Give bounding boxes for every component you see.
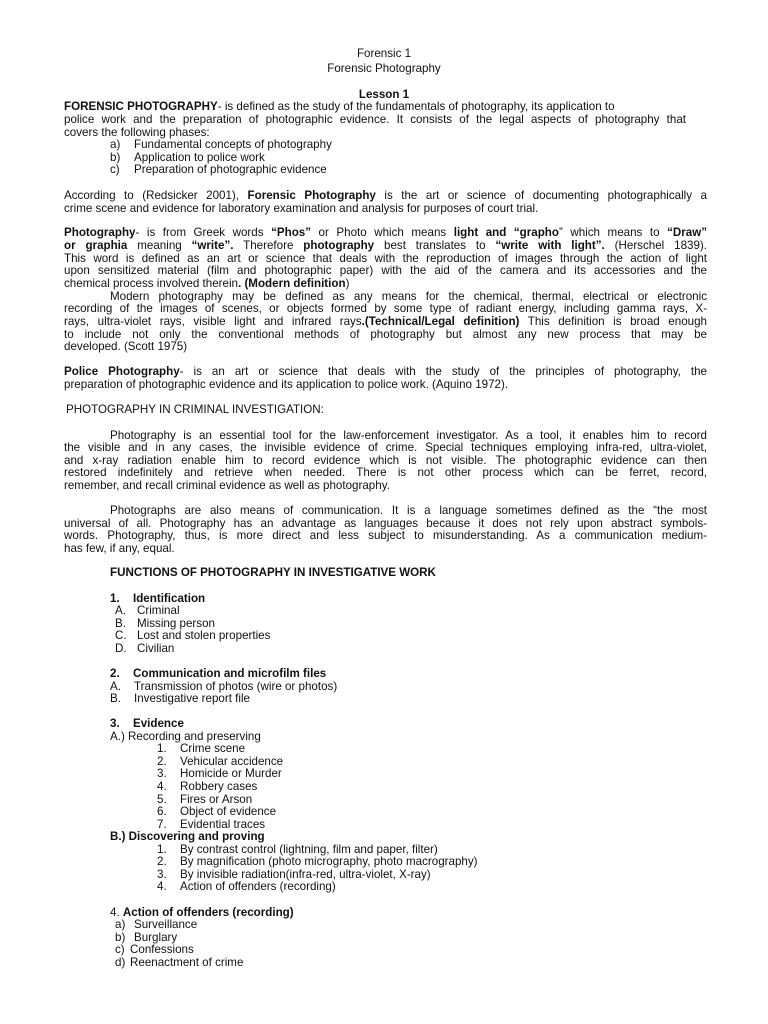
- modern-line-3: rays, ultra-violet rays, visible light and infrared rays.(Technical/Legal definition) This definition is broad enough: [64, 316, 707, 328]
- section-identification: 1. Identification: [110, 592, 206, 605]
- criminal-p1-line: and x-ray radiation enable him to record evidence which is not visible. The photographic evidence can then: [64, 455, 707, 467]
- section-action-offenders: 4. Action of offenders (recording): [110, 906, 294, 919]
- criminal-p2-line: Photographs are also means of communication. It is a language sometimes defined as the “the most: [110, 505, 707, 517]
- criminal-p1-line: the visible and in any cases, the invisible evidence of crime. Special techniques employing infra-red, ultra-violet,: [64, 442, 707, 454]
- police-line-1: Police Photography- is an art or science that deals with the study of the principles of photography, the: [64, 366, 707, 378]
- modern-line-2: recording of the images of scenes, or objects formed by some type of radiant energy, including gamma rays, X-: [64, 303, 707, 315]
- list-item: 3. By invisible radiation(infra-red, ultra-violet, X-ray): [157, 868, 431, 881]
- etymology-line-3: This word is defined as an art or science that deals with the reproduction of images through the action of light: [64, 253, 707, 265]
- list-item: 5. Fires or Arson: [157, 793, 253, 806]
- subject-title: Forensic Photography: [327, 62, 441, 75]
- phase-item: b) Application to police work: [110, 151, 265, 164]
- redsicker-line-2: crime scene and evidence for laboratory examination and analysis for purposes of court trial.: [64, 202, 539, 215]
- lesson-title: Lesson 1: [358, 88, 410, 101]
- modern-line-1: Modern photography may be defined as any means for the chemical, thermal, electrical or electronic: [110, 291, 707, 303]
- section-evidence: 3. Evidence: [110, 717, 184, 730]
- evidence-subheading-a: A.) Recording and preserving: [110, 730, 261, 743]
- intro-line-1: FORENSIC PHOTOGRAPHY- is defined as the study of the fundamentals of photography, its application to: [64, 100, 615, 113]
- criminal-p1-line: Photography is an essential tool for the law-enforcement investigator. As a tool, it enables him to record: [110, 430, 707, 442]
- list-item: 1. Crime scene: [157, 742, 246, 755]
- criminal-p2-line: words. Photography, thus, is more direct and less subject to misunderstanding. As a communication medium-: [64, 530, 707, 542]
- criminal-p2-line: universal of all. Photography has an advantage as languages because it does not rely upon abstract symbols-: [64, 518, 707, 530]
- phase-item: a) Fundamental concepts of photography: [110, 138, 332, 151]
- list-item: 4. Robbery cases: [157, 780, 258, 793]
- list-item: 3. Homicide or Murder: [157, 767, 282, 780]
- intro-line-3: covers the following phases:: [64, 126, 210, 139]
- course-title: Forensic 1: [356, 47, 412, 60]
- etymology-line-1: Photography- is from Greek words “Phos” or Photo which means light and “grapho” which means to “Draw”: [64, 227, 707, 239]
- phase-item: c) Preparation of photographic evidence: [110, 163, 327, 176]
- etymology-line-5: chemical process involved therein. (Modern definition): [64, 277, 350, 290]
- police-line-2: preparation of photographic evidence and its application to police work. (Aquino 1972).: [64, 378, 509, 391]
- intro-line-2: police work and the preparation of photographic evidence. It consists of the legal aspects of photography that: [64, 114, 686, 126]
- list-item: C. Lost and stolen properties: [115, 629, 271, 642]
- list-item: 7. Evidential traces: [157, 818, 266, 831]
- criminal-heading: PHOTOGRAPHY IN CRIMINAL INVESTIGATION:: [66, 403, 324, 416]
- list-item: b) Burglary: [115, 931, 178, 944]
- modern-line-5: developed. (Scott 1975): [64, 340, 188, 353]
- list-item: c) Confessions: [115, 943, 194, 956]
- section-communication: 2. Communication and microfilm files: [110, 667, 327, 680]
- list-item: d) Reenactment of crime: [115, 956, 244, 969]
- list-item: 4. Action of offenders (recording): [157, 880, 336, 893]
- redsicker-line-1: According to (Redsicker 2001), Forensic Photography is the art or science of documenting photographically a: [64, 190, 707, 202]
- list-item: 1. By contrast control (lightning, film and paper, filter): [157, 843, 438, 856]
- list-item: 6. Object of evidence: [157, 805, 277, 818]
- list-item: D. Civilian: [115, 642, 175, 655]
- list-item: A. Transmission of photos (wire or photos): [110, 680, 338, 693]
- modern-line-4: to include not only the conventional methods of photography but almost any new process that may be: [64, 329, 707, 341]
- criminal-p1-line: remember, and recall criminal evidence as well as photography.: [64, 479, 390, 492]
- evidence-subheading-b: B.) Discovering and proving: [110, 830, 265, 843]
- functions-heading: FUNCTIONS OF PHOTOGRAPHY IN INVESTIGATIVE WORK: [110, 566, 436, 579]
- list-item: a) Surveillance: [115, 918, 198, 931]
- list-item: A. Criminal: [115, 604, 180, 617]
- criminal-p1-line: restored indefinitely and retrieve when needed. There is not other process which can be ferret, record,: [64, 467, 707, 479]
- criminal-p2-line: has few, if any, equal.: [64, 542, 175, 555]
- list-item: 2. Vehicular accidence: [157, 755, 284, 768]
- etymology-line-4: upon sensitized material (film and photographic paper) with the aid of the camera and its accessories and the: [64, 265, 707, 277]
- list-item: B. Missing person: [115, 617, 215, 630]
- list-item: 2. By magnification (photo micrography, photo macrography): [157, 855, 478, 868]
- list-item: B. Investigative report file: [110, 692, 250, 705]
- etymology-line-2: or graphia meaning “write”. Therefore photography best translates to “write with light”. (Herschel 1839).: [64, 240, 707, 252]
